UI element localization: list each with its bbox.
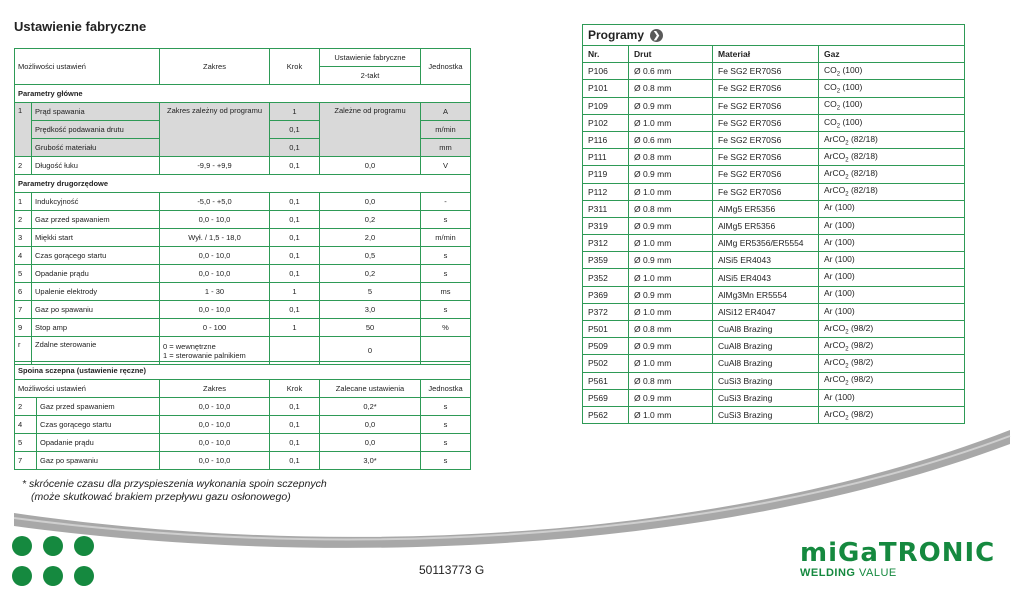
table-row — [583, 286, 965, 303]
gas-mix: (82/18) — [848, 168, 878, 179]
header-unit: Jednostka — [421, 380, 471, 398]
table-row — [15, 229, 471, 247]
table-row — [583, 217, 965, 234]
row-number: 4 — [15, 247, 32, 265]
param-name: Miękki start — [32, 229, 160, 247]
row-number: 7 — [15, 301, 32, 319]
param-value: 2,0 — [320, 229, 421, 247]
row-number: 1 — [15, 193, 32, 211]
logo-name: miGaTRONIC — [800, 538, 996, 568]
param-name: Prędkość podawania drutu — [32, 121, 160, 139]
gas-subscript: 2 — [836, 71, 841, 78]
program-number: P501 — [583, 321, 629, 338]
param-name: Indukcyjność — [32, 193, 160, 211]
program-wire: Ø 0.6 mm — [629, 63, 713, 80]
gas-subscript: 2 — [845, 346, 849, 353]
program-gas — [819, 131, 965, 148]
table-row — [15, 247, 471, 265]
param-value: 0,0 — [320, 434, 421, 452]
dot — [12, 536, 32, 556]
table-row — [583, 338, 965, 355]
section-tack-weld: Spoina sczepna (ustawienie ręczne) — [15, 362, 471, 380]
program-gas — [819, 97, 965, 114]
gas-mix: (100) — [840, 116, 863, 127]
gas-subscript: 2 — [845, 381, 849, 387]
param-range: 0,0 - 10,0 — [160, 398, 270, 416]
dot — [43, 536, 63, 556]
row-number: 9 — [15, 319, 32, 337]
program-gas — [819, 80, 965, 97]
gas-subscript: 2 — [845, 157, 849, 164]
program-number: P561 — [583, 372, 629, 389]
header-range: Zakres — [160, 380, 270, 398]
program-material: Fe SG2 ER70S6 — [713, 97, 819, 114]
gas-subscript: 2 — [845, 174, 849, 181]
footnote-line-1: * skrócenie czasu dla przyspieszenia wykonania spoin sczepnych — [22, 478, 327, 490]
program-material: AlMg5 ER5356 — [713, 200, 819, 217]
gas-mix: (100) — [840, 99, 863, 110]
program-wire: Ø 1.0 mm — [629, 114, 713, 131]
gas-name: CO — [824, 99, 837, 110]
program-wire: Ø 1.0 mm — [629, 406, 713, 423]
header-recommended: Zalecane ustawienia — [320, 380, 421, 398]
param-name: Zdalne sterowanie — [32, 337, 160, 365]
param-range: 0,0 - 10,0 — [160, 434, 270, 452]
gas-name: Ar (100) — [824, 254, 855, 264]
program-gas — [819, 389, 965, 406]
table-row — [583, 149, 965, 166]
program-gas — [819, 303, 965, 320]
param-step: 0,1 — [270, 434, 320, 452]
program-material: Fe SG2 ER70S6 — [713, 166, 819, 183]
param-unit: - — [421, 193, 471, 211]
param-step: 0,1 — [270, 247, 320, 265]
program-number: P311 — [583, 200, 629, 217]
document-number: 50113773 G — [419, 563, 485, 577]
table-row — [583, 97, 965, 114]
row-number: 6 — [15, 283, 32, 301]
param-range: 0,0 - 10,0 — [160, 211, 270, 229]
param-value: 0,2 — [320, 211, 421, 229]
program-material: AlSi12 ER4047 — [713, 303, 819, 320]
param-unit: s — [421, 247, 471, 265]
program-number: P109 — [583, 97, 629, 114]
program-number: P116 — [583, 131, 629, 148]
param-name: Gaz po spawaniu — [37, 452, 160, 470]
program-number: P112 — [583, 183, 629, 200]
gas-subscript: 2 — [836, 123, 841, 130]
remote-option-internal: 0 = wewnętrzne — [163, 341, 216, 351]
program-wire: Ø 0.9 mm — [629, 389, 713, 406]
program-material: Fe SG2 ER70S6 — [713, 149, 819, 166]
program-gas — [819, 217, 965, 234]
param-name: Gaz po spawaniu — [32, 301, 160, 319]
param-unit: s — [421, 434, 471, 452]
row-number: 4 — [15, 416, 37, 434]
param-step: 1 — [270, 283, 320, 301]
table-row — [15, 211, 471, 229]
program-wire: Ø 0.9 mm — [629, 286, 713, 303]
program-material: AlSi5 ER4043 — [713, 269, 819, 286]
param-range: 0,0 - 10,0 — [160, 247, 270, 265]
gas-mix: (98/2) — [848, 408, 874, 419]
gas-mix: (98/2) — [848, 374, 874, 385]
gas-subscript: 2 — [845, 191, 849, 198]
param-value: 0,5 — [320, 247, 421, 265]
program-wire: Ø 0.9 mm — [629, 97, 713, 114]
gas-name: Ar (100) — [824, 305, 855, 316]
header-gas: Gaz — [819, 46, 965, 63]
program-material: CuSi3 Brazing — [713, 406, 819, 423]
table-row — [583, 355, 965, 372]
param-name: Opadanie prądu — [32, 265, 160, 283]
program-wire: Ø 0.9 mm — [629, 166, 713, 183]
param-name: Stop amp — [32, 319, 160, 337]
program-gas — [819, 149, 965, 166]
param-range: Zakres zależny od programu — [160, 103, 270, 157]
program-wire: Ø 0.8 mm — [629, 80, 713, 97]
table-row — [583, 252, 965, 269]
header-mode: 2-takt — [320, 67, 421, 85]
param-name: Opadanie prądu — [37, 434, 160, 452]
param-step: 1 — [270, 319, 320, 337]
program-number: P372 — [583, 303, 629, 320]
table-row — [583, 63, 965, 80]
param-value: 0,0 — [320, 416, 421, 434]
param-unit: s — [421, 452, 471, 470]
gas-name: ArCO — [824, 168, 846, 179]
table-row — [15, 157, 471, 175]
param-value: 0,2 — [320, 265, 421, 283]
dot — [74, 536, 94, 556]
program-number: P319 — [583, 217, 629, 234]
gas-mix: (100) — [840, 64, 863, 75]
gas-name: ArCO — [824, 357, 846, 368]
program-number: P102 — [583, 114, 629, 131]
program-wire: Ø 0.6 mm — [629, 131, 713, 148]
program-material: CuSi3 Brazing — [713, 372, 819, 389]
program-gas — [819, 183, 965, 200]
param-unit: s — [421, 398, 471, 416]
program-wire: Ø 1.0 mm — [629, 269, 713, 286]
remote-option-torch: 1 = sterowanie palnikiem — [163, 350, 246, 360]
param-unit: m/min — [421, 229, 471, 247]
param-value: 0 — [320, 337, 421, 365]
program-number: P312 — [583, 235, 629, 252]
header-range: Zakres — [160, 49, 270, 85]
param-value: 0,0 — [320, 193, 421, 211]
table-row — [583, 114, 965, 131]
param-name: Czas gorącego startu — [32, 247, 160, 265]
row-number: 2 — [15, 157, 32, 175]
table-row — [15, 265, 471, 283]
row-number: 7 — [15, 452, 37, 470]
dot — [74, 566, 94, 586]
gas-name: CO — [824, 116, 837, 127]
param-name: Gaz przed spawaniem — [37, 398, 160, 416]
param-unit: s — [421, 211, 471, 229]
param-range: 0,0 - 10,0 — [160, 416, 270, 434]
program-wire: Ø 0.8 mm — [629, 372, 713, 389]
program-material: AlSi5 ER4043 — [713, 252, 819, 269]
row-number: 5 — [15, 434, 37, 452]
gas-name: ArCO — [824, 150, 846, 161]
programs-table — [582, 24, 965, 424]
program-gas — [819, 355, 965, 372]
param-value: 0,2* — [320, 398, 421, 416]
param-step: 0,1 — [270, 157, 320, 175]
param-unit: A — [421, 103, 471, 121]
param-unit: V — [421, 157, 471, 175]
program-number: P509 — [583, 338, 629, 355]
program-wire: Ø 0.9 mm — [629, 217, 713, 234]
param-name: Długość łuku — [32, 157, 160, 175]
gas-name: CO — [824, 82, 837, 93]
gas-mix: (98/2) — [848, 339, 874, 350]
program-material: CuSi3 Brazing — [713, 389, 819, 406]
gas-mix: (98/2) — [848, 322, 874, 333]
program-number: P359 — [583, 252, 629, 269]
param-name: Upalenie elektrody — [32, 283, 160, 301]
program-number: P119 — [583, 166, 629, 183]
param-value: Zależne od programu — [320, 103, 421, 157]
programs-title-cell — [583, 25, 965, 46]
param-unit: m/min — [421, 121, 471, 139]
table-row — [15, 301, 471, 319]
param-step: 0,1 — [270, 265, 320, 283]
row-number: 5 — [15, 265, 32, 283]
gas-name: ArCO — [824, 408, 846, 419]
param-unit: mm — [421, 139, 471, 157]
table-row — [15, 283, 471, 301]
program-gas — [819, 269, 965, 286]
gas-name: Ar (100) — [824, 391, 855, 402]
arrow-right-icon[interactable]: ❯ — [650, 29, 663, 42]
table-row — [15, 193, 471, 211]
param-name: Czas gorącego startu — [37, 416, 160, 434]
program-number: P352 — [583, 269, 629, 286]
param-range: 0 - 100 — [160, 319, 270, 337]
param-step: 0,1 — [270, 211, 320, 229]
dot — [12, 566, 32, 586]
param-value: 3,0 — [320, 301, 421, 319]
table-row — [583, 80, 965, 97]
program-material: AlMg3Mn ER5554 — [713, 286, 819, 303]
gas-name: Ar (100) — [824, 219, 855, 230]
program-number: P569 — [583, 389, 629, 406]
param-value: 3,0* — [320, 452, 421, 470]
table-row — [15, 398, 471, 416]
param-range: -5,0 - +5,0 — [160, 193, 270, 211]
table-row — [583, 166, 965, 183]
program-material: CuAl8 Brazing — [713, 355, 819, 372]
header-factory-setting: Ustawienie fabryczne — [320, 49, 421, 67]
table-row — [583, 131, 965, 148]
gas-name: ArCO — [824, 374, 846, 385]
gas-subscript: 2 — [845, 363, 849, 370]
param-unit: s — [421, 301, 471, 319]
program-wire: Ø 0.8 mm — [629, 149, 713, 166]
param-unit: s — [421, 416, 471, 434]
param-range: 0,0 - 10,0 — [160, 301, 270, 319]
param-step: 0,1 — [270, 398, 320, 416]
row-number: 2 — [15, 398, 37, 416]
param-step: 0,1 — [270, 121, 320, 139]
gas-mix: (82/18) — [848, 133, 878, 144]
row-number: r — [15, 337, 32, 365]
factory-settings-table — [14, 48, 471, 365]
table-row — [583, 303, 965, 320]
header-nr: Nr. — [583, 46, 629, 63]
program-gas — [819, 372, 965, 389]
program-gas — [819, 338, 965, 355]
program-material: AlMg ER5356/ER5554 — [713, 235, 819, 252]
page-title: Ustawienie fabryczne — [14, 19, 147, 34]
header-material: Materiał — [713, 46, 819, 63]
gas-subscript: 2 — [845, 415, 849, 422]
param-value: 50 — [320, 319, 421, 337]
table-row — [15, 319, 471, 337]
gas-subscript: 2 — [836, 106, 841, 112]
gas-name: Ar (100) — [824, 236, 855, 247]
param-step: 0,1 — [270, 452, 320, 470]
row-number: 2 — [15, 211, 32, 229]
param-step: 0,1 — [270, 301, 320, 319]
param-step: 0,1 — [270, 416, 320, 434]
table-row — [583, 183, 965, 200]
program-material: CuAl8 Brazing — [713, 338, 819, 355]
program-gas — [819, 166, 965, 183]
header-possibilities: Możliwości ustawień — [15, 49, 160, 85]
param-step: 0,1 — [270, 139, 320, 157]
row-number: 1 — [15, 103, 32, 157]
program-gas — [819, 252, 965, 269]
gas-name: CO — [824, 64, 837, 75]
row-number: 3 — [15, 229, 32, 247]
footnote-line-2: (może skutkować brakiem przepływu gazu osłonowego) — [31, 491, 291, 503]
program-wire: Ø 0.8 mm — [629, 200, 713, 217]
program-number: P106 — [583, 63, 629, 80]
program-material: AlMg5 ER5356 — [713, 217, 819, 234]
header-unit: Jednostka — [421, 49, 471, 85]
logo-tagline — [800, 567, 995, 579]
gas-name: ArCO — [824, 322, 846, 333]
section-secondary-parameters: Parametry drugorzędowe — [15, 175, 471, 193]
gas-mix: (100) — [840, 82, 863, 93]
param-step: 0,1 — [270, 229, 320, 247]
logo-tag-bold: WELDING — [800, 567, 856, 579]
table-row — [583, 321, 965, 338]
program-number: P111 — [583, 149, 629, 166]
param-step: 1 — [270, 103, 320, 121]
program-gas — [819, 321, 965, 338]
gas-subscript: 2 — [836, 88, 841, 95]
gas-name: ArCO — [824, 339, 846, 350]
param-name: Gaz przed spawaniem — [32, 211, 160, 229]
program-material: Fe SG2 ER70S6 — [713, 80, 819, 97]
program-wire: Ø 0.9 mm — [629, 252, 713, 269]
param-unit: % — [421, 319, 471, 337]
header-step: Krok — [270, 380, 320, 398]
param-value: 0,0 — [320, 157, 421, 175]
program-material: CuAl8 Brazing — [713, 321, 819, 338]
program-wire: Ø 1.0 mm — [629, 235, 713, 252]
migatronic-logo — [800, 540, 995, 579]
programs-title: Programy — [588, 27, 645, 42]
table-row — [583, 372, 965, 389]
program-wire: Ø 0.9 mm — [629, 338, 713, 355]
param-range: Wył. / 1,5 - 18,0 — [160, 229, 270, 247]
program-wire: Ø 0.8 mm — [629, 321, 713, 338]
header-possibilities: Możliwości ustawień — [15, 380, 160, 398]
gas-subscript: 2 — [845, 140, 849, 147]
program-wire: Ø 1.0 mm — [629, 303, 713, 320]
gas-name: ArCO — [824, 133, 846, 144]
section-main-parameters: Parametry główne — [15, 85, 471, 103]
gas-name: ArCO — [824, 185, 846, 196]
gas-mix: (82/18) — [848, 150, 878, 161]
param-range: 0,0 - 10,0 — [160, 265, 270, 283]
table-row — [583, 200, 965, 217]
gas-mix: (82/18) — [848, 185, 878, 196]
gas-mix: (98/2) — [848, 357, 874, 368]
param-range: -9,9 - +9,9 — [160, 157, 270, 175]
param-value: 5 — [320, 283, 421, 301]
program-gas — [819, 286, 965, 303]
program-gas — [819, 63, 965, 80]
logo-tag-rest: VALUE — [855, 567, 897, 579]
program-material: Fe SG2 ER70S6 — [713, 114, 819, 131]
gas-name: Ar (100) — [824, 271, 855, 282]
param-step: 0,1 — [270, 193, 320, 211]
gas-name: Ar (100) — [824, 202, 855, 213]
program-number: P502 — [583, 355, 629, 372]
param-name: Prąd spawania — [32, 103, 160, 121]
table-row — [583, 269, 965, 286]
param-range: 0,0 - 10,0 — [160, 452, 270, 470]
param-unit: s — [421, 265, 471, 283]
program-number: P369 — [583, 286, 629, 303]
dot — [43, 566, 63, 586]
header-wire: Drut — [629, 46, 713, 63]
program-material: Fe SG2 ER70S6 — [713, 63, 819, 80]
gas-subscript: 2 — [845, 329, 849, 336]
program-wire: Ø 1.0 mm — [629, 183, 713, 200]
program-material: Fe SG2 ER70S6 — [713, 183, 819, 200]
program-gas — [819, 235, 965, 252]
program-gas — [819, 114, 965, 131]
program-gas — [819, 200, 965, 217]
header-step: Krok — [270, 49, 320, 85]
program-material: Fe SG2 ER70S6 — [713, 131, 819, 148]
param-unit: ms — [421, 283, 471, 301]
program-number: P562 — [583, 406, 629, 423]
program-number: P101 — [583, 80, 629, 97]
table-row — [583, 389, 965, 406]
param-name: Grubość materiału — [32, 139, 160, 157]
param-range: 1 - 30 — [160, 283, 270, 301]
program-wire: Ø 1.0 mm — [629, 355, 713, 372]
table-row — [583, 235, 965, 252]
gas-name: Ar (100) — [824, 288, 855, 299]
